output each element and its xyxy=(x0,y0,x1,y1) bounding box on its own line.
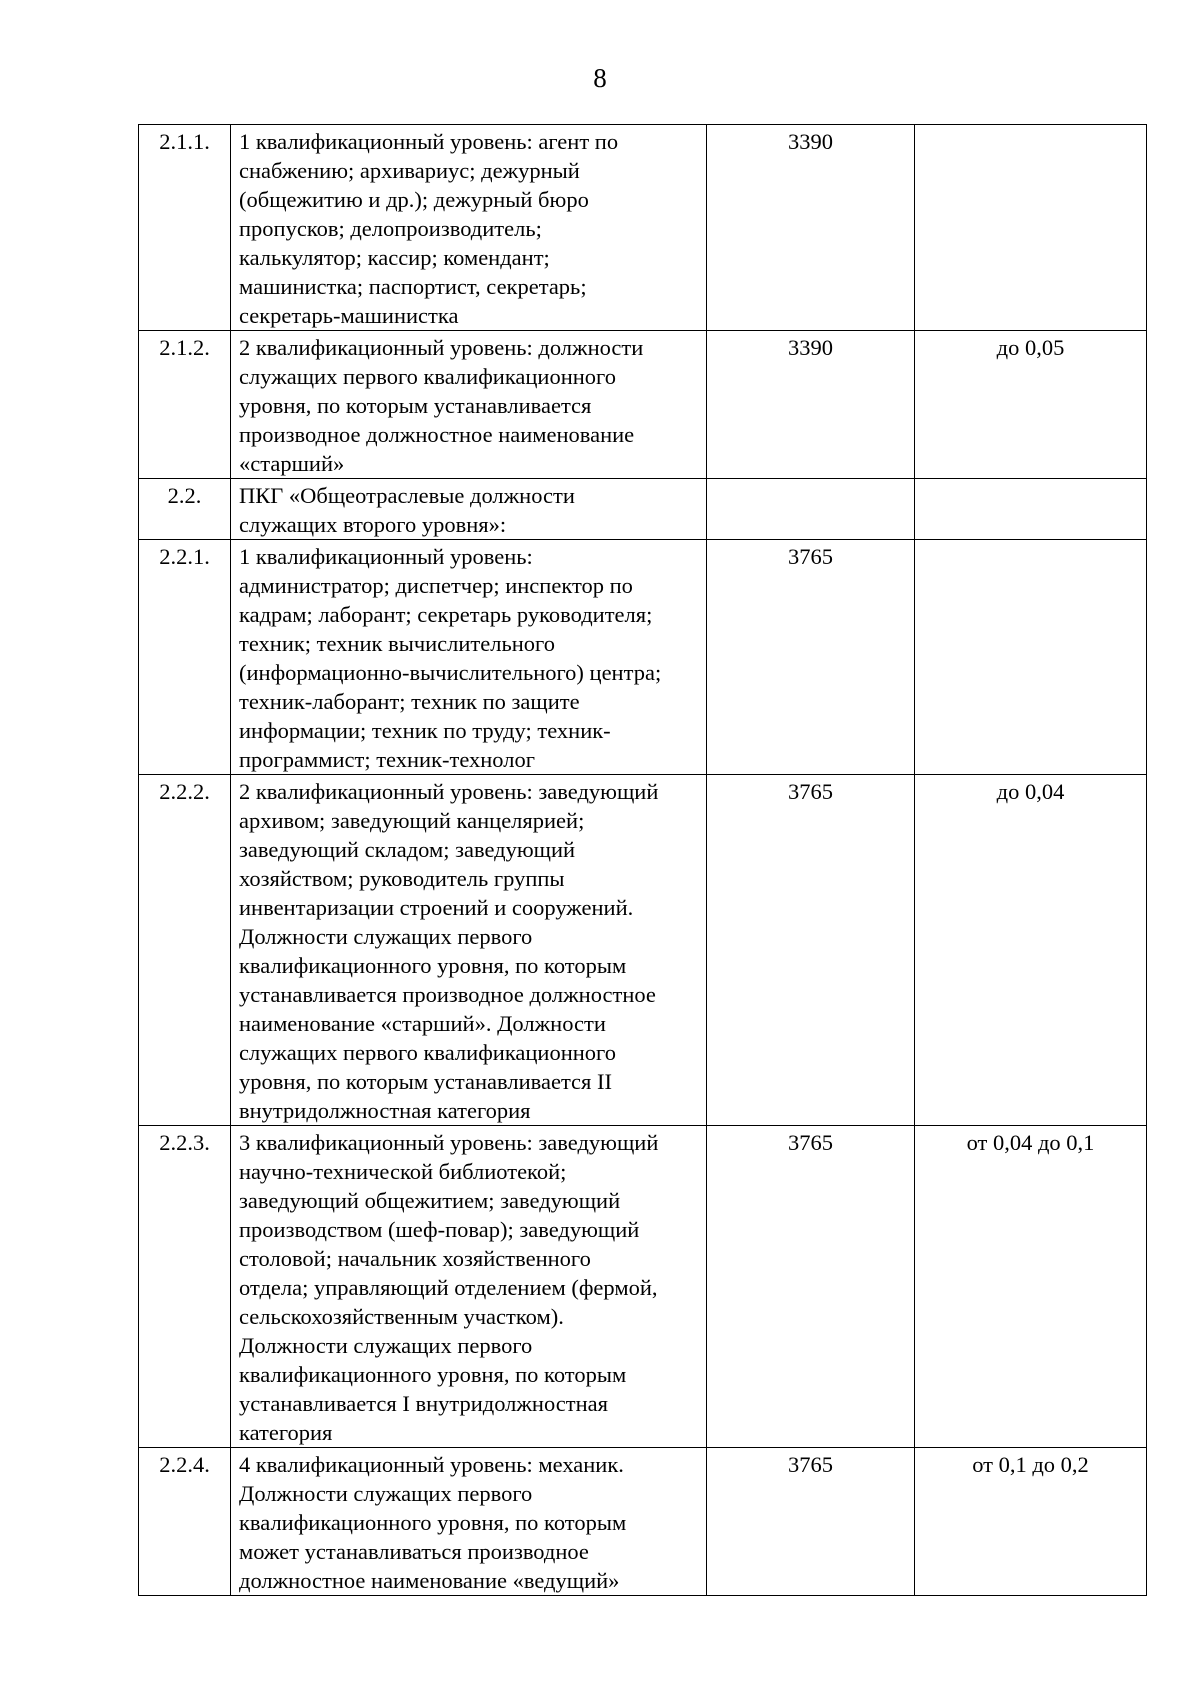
page-number: 8 xyxy=(593,63,607,93)
coefficient-value: от 0,04 до 0,1 xyxy=(915,1126,1147,1448)
table-body xyxy=(139,125,1147,1596)
salary-value: 3390 xyxy=(707,125,915,331)
qualification-table xyxy=(138,124,1147,1596)
row-number: 2.2. xyxy=(139,479,231,540)
coefficient-value: от 0,1 до 0,2 xyxy=(915,1448,1147,1596)
row-number: 2.2.4. xyxy=(139,1448,231,1596)
table-row xyxy=(139,540,1147,775)
row-number: 2.2.3. xyxy=(139,1126,231,1448)
table-row xyxy=(139,1448,1147,1596)
position-description: 2 квалификационный уровень: заведующий архивом; заведующий канцелярией; заведующий складом; заведующий хозяйством; руководитель группы инвентаризации строений и сооружений. Должности служащих первого квалификационного уровня, по которым устанавливается производное должностное наименование «старший». Должности служащих первого квалификационного уровня, по которым устанавливается II внутридолжностная категория xyxy=(231,775,707,1126)
table-row xyxy=(139,775,1147,1126)
salary-value xyxy=(707,479,915,540)
position-description: 1 квалификационный уровень: агент по снабжению; архивариус; дежурный (общежитию и др.); дежурный бюро пропусков; делопроизводитель; калькулятор; кассир; комендант; машинистка; паспортист, секретарь; секретарь-машинистка xyxy=(231,125,707,331)
row-number: 2.2.1. xyxy=(139,540,231,775)
position-description: 2 квалификационный уровень: должности служащих первого квалификационного уровня, по которым устанавливается производное должностное наименование «старший» xyxy=(231,331,707,479)
position-description: 3 квалификационный уровень: заведующий научно-технической библиотекой; заведующий общежитием; заведующий производством (шеф-повар); заведующий столовой; начальник хозяйственного отдела; управляющий отделением (фермой, сельскохозяйственным участком). Должности служащих первого квалификационного уровня, по которым устанавливается I внутридолжностная категория xyxy=(231,1126,707,1448)
position-description: 4 квалификационный уровень: механик. Должности служащих первого квалификационного уровня, по которым может устанавливаться производное должностное наименование «ведущий» xyxy=(231,1448,707,1596)
salary-value: 3390 xyxy=(707,331,915,479)
salary-value: 3765 xyxy=(707,1448,915,1596)
row-number: 2.1.2. xyxy=(139,331,231,479)
coefficient-value: до 0,05 xyxy=(915,331,1147,479)
table-row xyxy=(139,1126,1147,1448)
coefficient-value xyxy=(915,479,1147,540)
table-row xyxy=(139,125,1147,331)
coefficient-value xyxy=(915,540,1147,775)
coefficient-value xyxy=(915,125,1147,331)
table-row xyxy=(139,331,1147,479)
salary-value: 3765 xyxy=(707,540,915,775)
table-row xyxy=(139,479,1147,540)
position-description: ПКГ «Общеотраслевые должности служащих второго уровня»: xyxy=(231,479,707,540)
salary-value: 3765 xyxy=(707,775,915,1126)
row-number: 2.1.1. xyxy=(139,125,231,331)
salary-value: 3765 xyxy=(707,1126,915,1448)
coefficient-value: до 0,04 xyxy=(915,775,1147,1126)
position-description: 1 квалификационный уровень: администратор; диспетчер; инспектор по кадрам; лаборант; секретарь руководителя; техник; техник вычислительного (информационно-вычислительного) центра; техник-лаборант; техник по защите информации; техник по труду; техник- программист; техник-технолог xyxy=(231,540,707,775)
row-number: 2.2.2. xyxy=(139,775,231,1126)
